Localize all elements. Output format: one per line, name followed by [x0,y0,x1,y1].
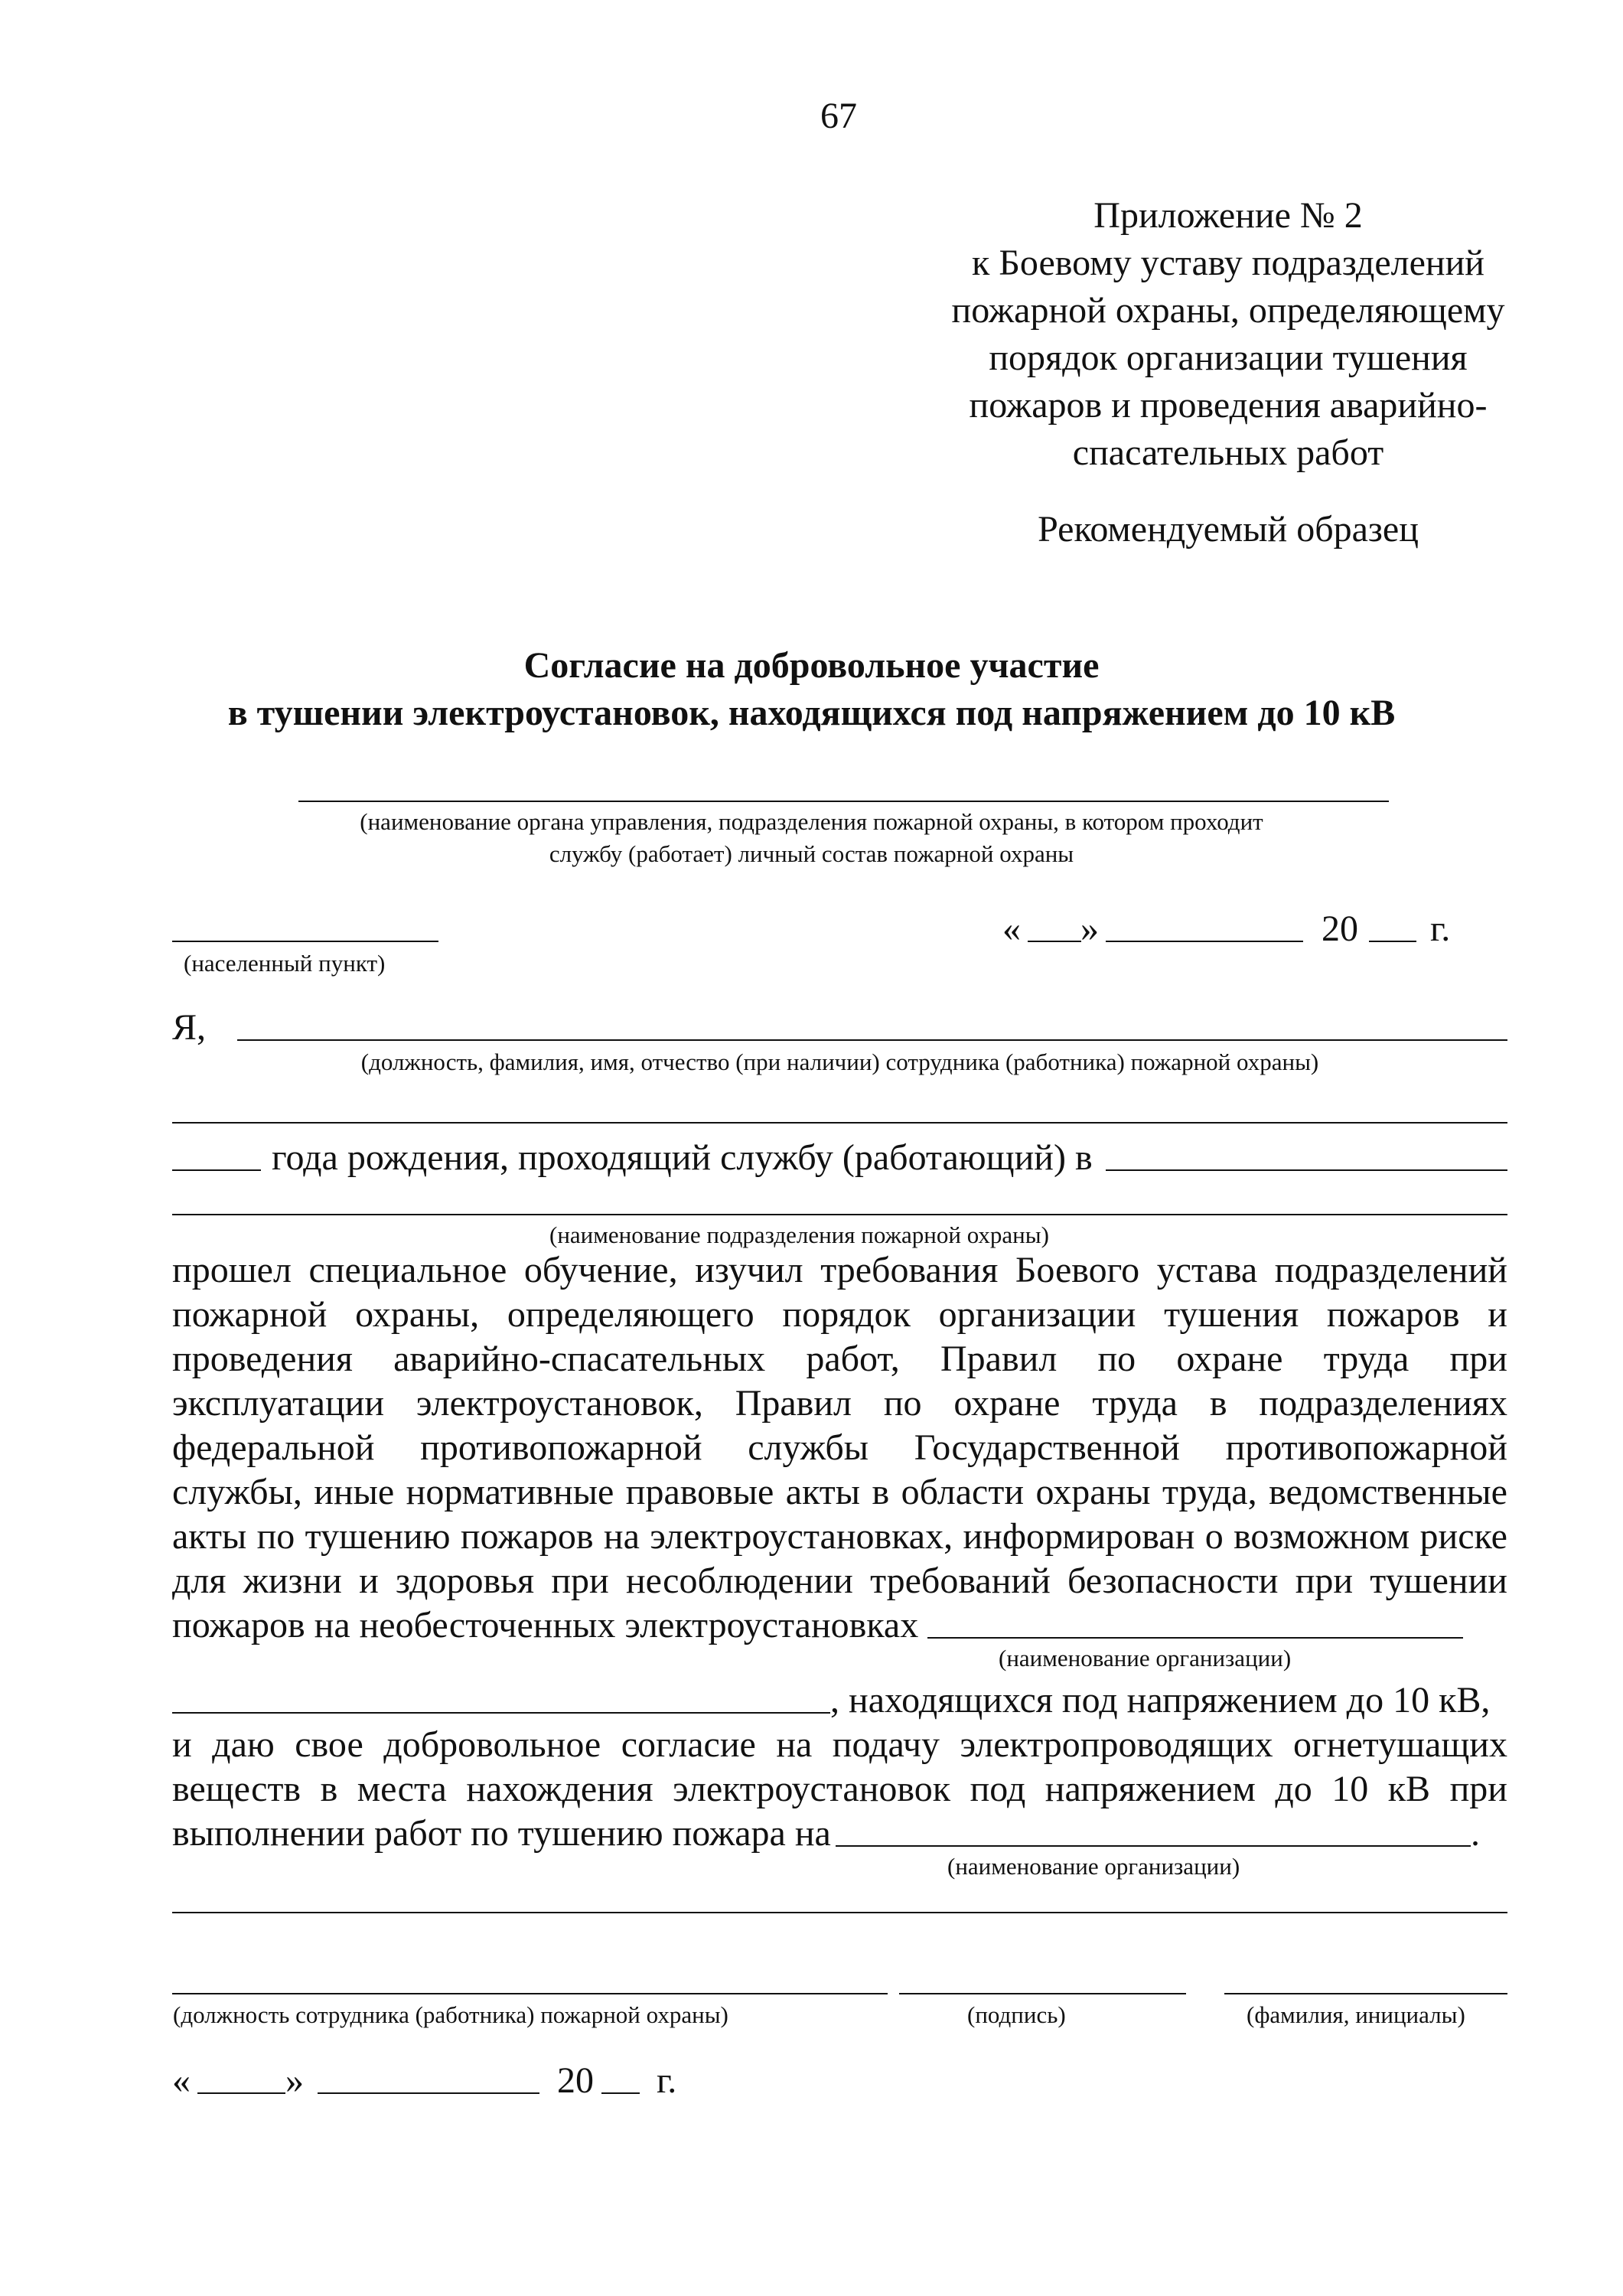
org-name-field[interactable] [298,801,1389,802]
appendix-line: порядок организации тушения [989,338,1468,378]
heading-line-1: Согласие на добровольное участие [523,645,1100,686]
quote-close: » [285,2060,304,2101]
quote-close: » [1080,908,1099,949]
name-field[interactable] [1224,1993,1507,1994]
sample-label: Рекомендуемый образец [1038,509,1419,550]
declarant-prefix: Я, [172,1007,207,1048]
heading-line-2: в тушении электроустановок, находящихся под напряжением до 10 кВ [227,693,1396,733]
position-field[interactable] [172,1993,888,1994]
org-caption-line-2: службу (работает) личный состав пожарной охраны [549,840,1074,867]
body-line-9: пожаров на необесточенных электроустановках [172,1605,919,1645]
settlement-caption: (населенный пункт) [184,950,386,977]
year-prefix: 20 [1322,908,1358,949]
year-suffix: г. [1430,908,1451,949]
birth-year-field[interactable] [172,1169,261,1171]
declarant-name-field-continued[interactable] [172,1122,1507,1124]
month-field[interactable] [1106,941,1303,942]
unit-caption: (наименование подразделения пожарной охраны) [549,1221,1049,1248]
appendix-line: пожарной охраны, определяющему [951,290,1505,331]
month-field[interactable] [318,2092,539,2094]
body-line: пожарной охраны, определяющего порядок организации тушения пожаров и [172,1294,1507,1335]
org-caption-line-1: (наименование органа управления, подразделения пожарной охраны, в котором проходит [360,808,1263,835]
declarant-caption: (должность, фамилия, имя, отчество (при наличии) сотрудника (работника) пожарной охраны) [360,1049,1319,1075]
quote-open: « [1002,908,1021,949]
appendix-line: пожаров и проведения аварийно- [969,385,1488,426]
organization-caption-1: (наименование организации) [999,1645,1292,1671]
body-line-13-end: . [1471,1813,1480,1854]
signature-field[interactable] [899,1993,1186,1994]
day-field[interactable] [197,2092,285,2094]
organization-field-2[interactable] [836,1845,1471,1847]
year-prefix: 20 [557,2060,594,2101]
appendix-line: спасательных работ [1072,432,1384,473]
body-line: акты по тушению пожаров на электроустановках, информирован о возможном риске [172,1516,1507,1557]
year-suffix: г. [657,2060,677,2101]
service-unit-field-continued[interactable] [172,1214,1507,1215]
appendix-line: к Боевому уставу подразделений [972,243,1484,283]
signature-caption: (подпись) [967,2001,1066,2028]
quote-open: « [172,2060,191,2101]
body-line: эксплуатации электроустановок, Правил по охране труда в подразделениях [172,1383,1507,1424]
body-line: федеральной противопожарной службы Государственной противопожарной [172,1427,1507,1468]
body-line: службы, иные нормативные правовые акты в области охраны труда, ведомственные [172,1472,1507,1512]
year-field[interactable] [1369,941,1416,942]
position-caption: (должность сотрудника (работника) пожарной охраны) [173,2001,728,2028]
birth-text: года рождения, проходящий службу (работающий) в [272,1137,1093,1178]
body-line: проведения аварийно-спасательных работ, Правил по охране труда при [172,1339,1507,1379]
page-number: 67 [820,96,857,136]
body-line: веществ в места нахождения электроустановок под напряжением до 10 кВ при [172,1769,1507,1809]
year-field[interactable] [601,2092,640,2094]
day-field[interactable] [1028,941,1081,942]
body-line-13: выполнении работ по тушению пожара на [172,1813,831,1854]
service-unit-field[interactable] [1106,1169,1507,1171]
name-caption: (фамилия, инициалы) [1247,2001,1465,2028]
body-line: прошел специальное обучение, изучил требования Боевого устава подразделений [172,1250,1507,1290]
body-line-10: , находящихся под напряжением до 10 кВ, [830,1680,1491,1720]
declarant-name-field[interactable] [237,1039,1507,1041]
organization-field-1[interactable] [927,1637,1463,1639]
body-line: для жизни и здоровья при несоблюдении требований безопасности при тушении [172,1561,1507,1601]
blank-line[interactable] [172,1912,1507,1913]
body-line: и даю свое добровольное согласие на подачу электропроводящих огнетушащих [172,1724,1507,1765]
appendix-title: Приложение № 2 [1093,195,1363,236]
organization-caption-2: (наименование организации) [947,1853,1240,1880]
settlement-field[interactable] [172,941,438,942]
organization-field-1-continued[interactable] [172,1712,830,1714]
